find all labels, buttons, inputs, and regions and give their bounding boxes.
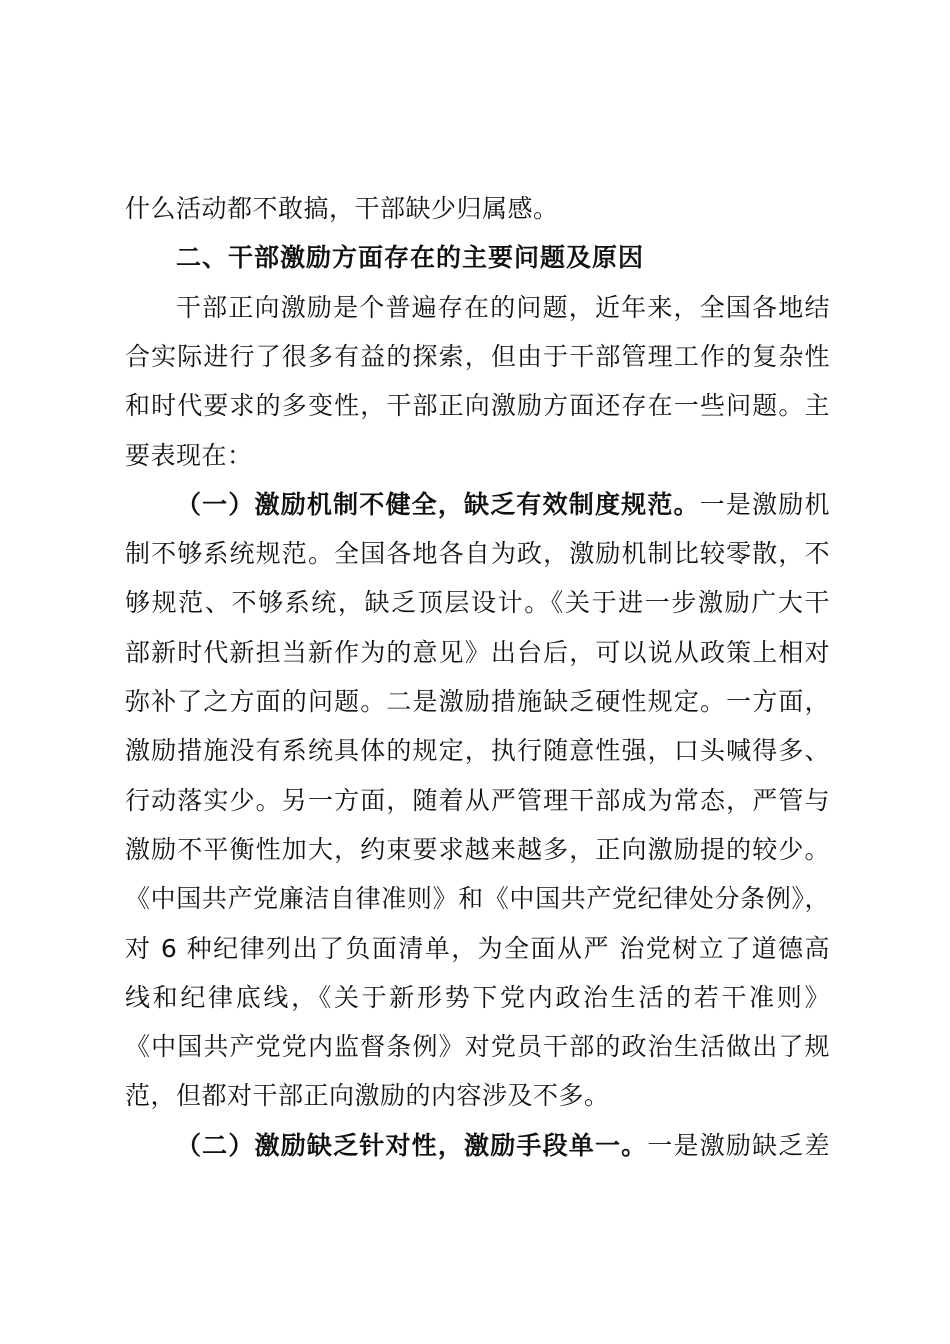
text-line: 什么活动都不敢搞，干部缺少归属感。	[125, 194, 559, 223]
text-line: 弥补了之方面的问题。二是激励措施缺乏硬性规定。一方面，	[125, 687, 830, 716]
section-heading: 二、干部激励方面存在的主要问题及原因	[176, 243, 645, 272]
paragraph-first-line	[176, 485, 830, 525]
subheading-text: （一）激励机制不健全，缺乏有效制度规范。	[176, 490, 700, 519]
text-line: 激励不平衡性加大，约束要求越来越多，正向激励提的较少。	[125, 835, 830, 864]
text-line: 范，但都对干部正向激励的内容涉及不多。	[125, 1081, 610, 1110]
text-line: 干部正向激励是个普遍存在的问题，近年来，全国各地结	[176, 293, 830, 322]
text-line: 《中国共产党廉洁自律准则》和《中国共产党纪律处分条例》，	[125, 884, 830, 913]
text-line: 制不够系统规范。全国各地各自为政，激励机制比较零散，不	[125, 539, 830, 568]
text-line: 行动落实少。另一方面，随着从严管理干部成为常态，严管与	[125, 786, 830, 815]
text-line: 激励措施没有系统具体的规定，执行随意性强，口头喊得多、	[125, 736, 830, 765]
text-line: 和时代要求的多变性，干部正向激励方面还存在一些问题。主	[125, 391, 830, 420]
text-line: 部新时代新担当新作为的意见》出台后，可以说从政策上相对	[125, 638, 830, 667]
text-line: 要表现在：	[125, 441, 253, 470]
text-line: 《中国共产党党内监督条例》对党员干部的政治生活做出了规	[125, 1032, 830, 1061]
text-line: 合实际进行了很多有益的探索，但由于干部管理工作的复杂性	[125, 342, 830, 371]
paragraph-first-line	[176, 1126, 830, 1166]
text-line: 够规范、不够系统，缺乏顶层设计。《关于进一步激励广大干	[125, 588, 830, 617]
text-line: 对 6 种纪律列出了负面清单，为全面从严 治党树立了道德高	[125, 934, 830, 963]
text-line: 线和纪律底线，《关于新形势下党内政治生活的若干准则》	[125, 983, 830, 1012]
text-span: 一是激励缺乏差	[647, 1131, 830, 1160]
text-span: 一是激励机	[699, 490, 830, 519]
subheading-text: （二）激励缺乏针对性，激励手段单一。	[176, 1131, 648, 1160]
